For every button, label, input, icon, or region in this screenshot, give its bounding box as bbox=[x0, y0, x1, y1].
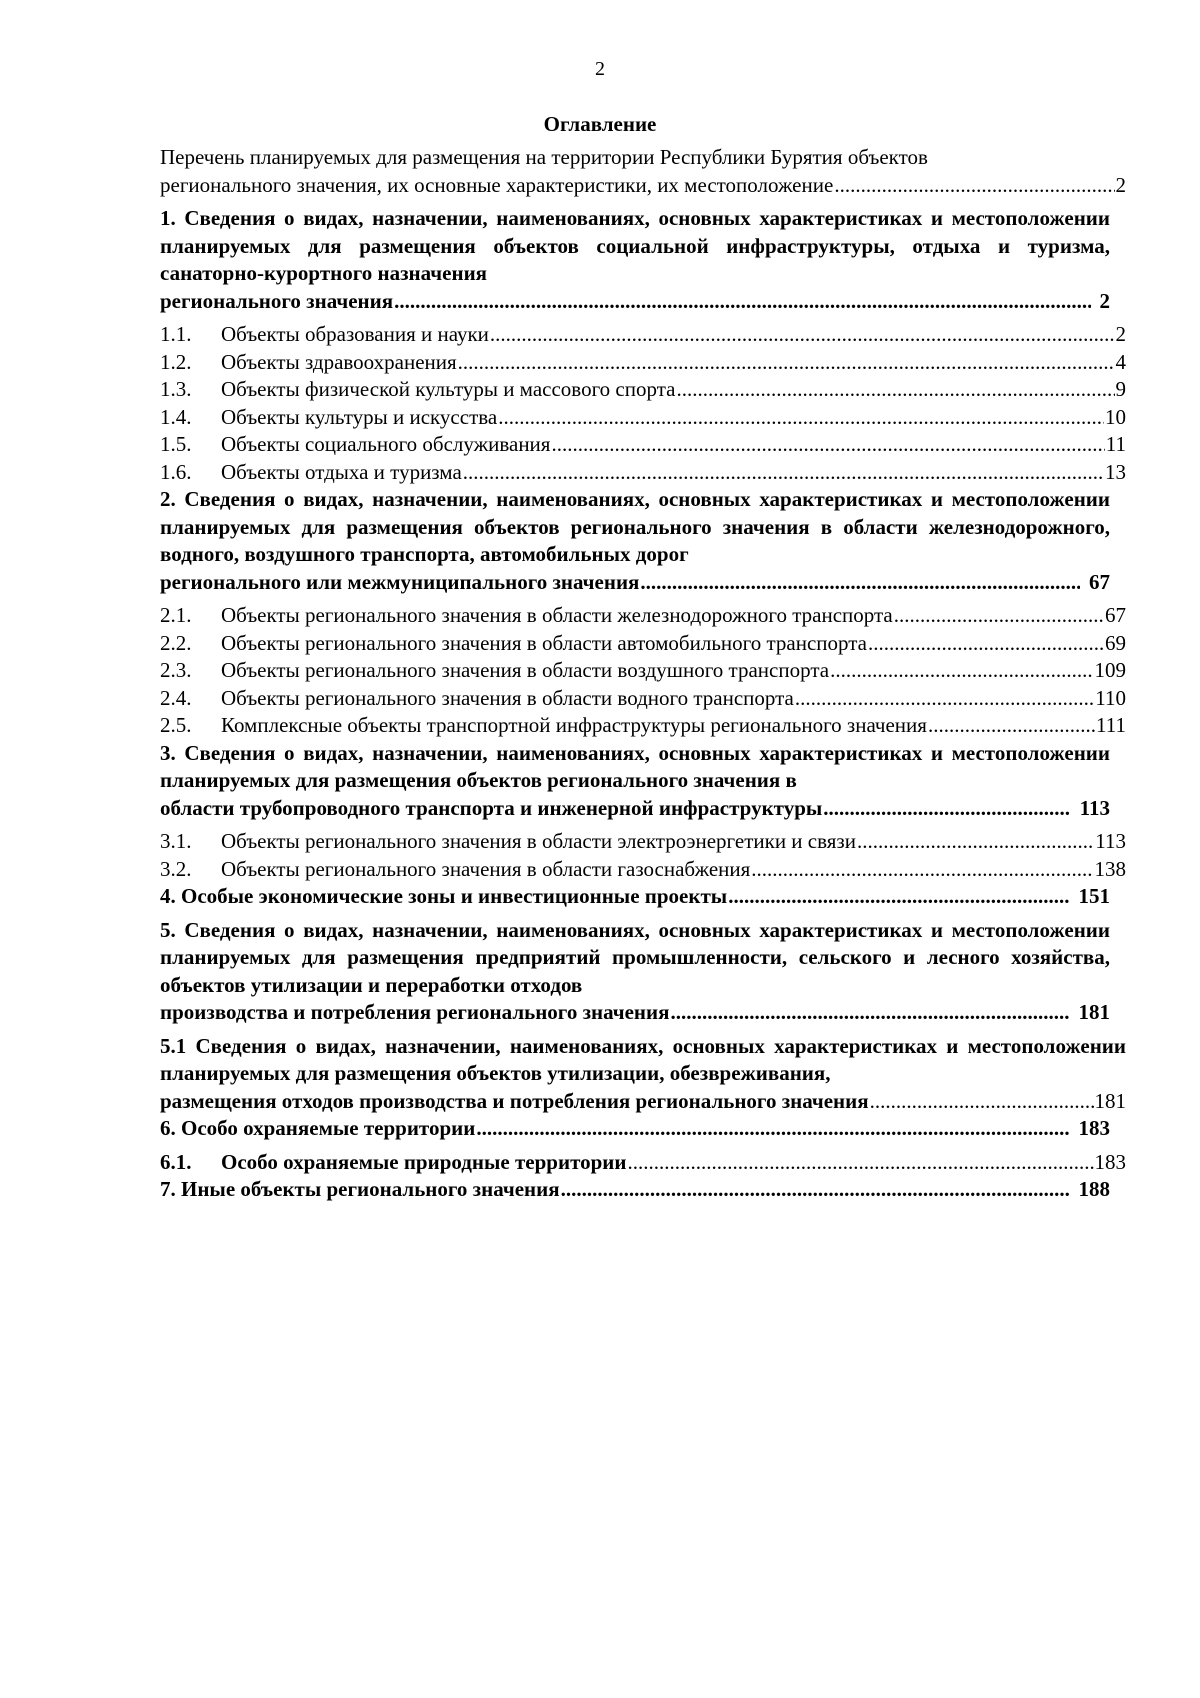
toc-page-number: 181 bbox=[1078, 1000, 1110, 1024]
toc-entry-text: Объекты социального обслуживания bbox=[221, 432, 551, 456]
toc-entry-1-5[interactable] bbox=[160, 431, 1126, 459]
toc-entry-number: 3.2. bbox=[160, 856, 192, 881]
toc-page-number: 113 bbox=[1079, 795, 1110, 820]
toc-entry-text: Объекты регионального значения в области газоснабжения bbox=[221, 856, 751, 881]
toc-entry-text: Объекты регионального значения в области воздушного транспорта bbox=[221, 658, 830, 682]
toc-entry-text: Объекты образования и науки bbox=[221, 322, 489, 346]
toc-entry-number: 6.1. bbox=[160, 1149, 192, 1174]
toc-entry-1-4[interactable] bbox=[160, 404, 1126, 432]
toc-entry-text-end: регионального или межмуниципального значения bbox=[160, 569, 640, 594]
toc-page-number: 9 bbox=[1115, 377, 1126, 401]
toc-page-number: 4 bbox=[1115, 349, 1126, 374]
dot-leader bbox=[671, 999, 1070, 1027]
table-of-contents bbox=[160, 144, 1126, 1204]
dot-leader bbox=[463, 459, 1104, 487]
toc-entry-number: 2.5. bbox=[160, 713, 192, 737]
toc-entry-number: 1.2. bbox=[160, 349, 192, 374]
toc-entry-2-4[interactable] bbox=[160, 685, 1126, 713]
toc-entry-text: Объекты здравоохранения bbox=[221, 349, 457, 374]
dot-leader bbox=[823, 795, 1070, 823]
toc-entry-section-1[interactable] bbox=[160, 205, 1110, 315]
toc-page-number: 2 bbox=[1115, 322, 1126, 346]
toc-page-number: 181 bbox=[1094, 1088, 1126, 1113]
toc-entry-1-1[interactable] bbox=[160, 321, 1126, 349]
toc-page-number: 109 bbox=[1094, 658, 1126, 682]
toc-title: Оглавление bbox=[543, 112, 657, 136]
toc-entry-number: 2.2. bbox=[160, 630, 192, 655]
toc-entry-3-1[interactable] bbox=[160, 828, 1126, 856]
toc-entry-text: Перечень планируемых для размещения на территории Республики Бурятия объектов bbox=[160, 145, 928, 169]
toc-entry-text: Объекты отдыха и туризма bbox=[221, 459, 462, 484]
toc-entry-number: 1.3. bbox=[160, 377, 192, 401]
toc-entry-text-end: регионального значения bbox=[160, 288, 394, 313]
dot-leader bbox=[498, 404, 1104, 432]
toc-entry-text: 1. Сведения о видах, назначении, наименованиях, основных характеристиках и местоположении планируемых для размещения объектов социальной инфраструктуры, отдыха и туризма, санаторно-курортного назначения bbox=[160, 206, 1110, 285]
toc-entry-text: Объекты культуры и искусства bbox=[221, 404, 498, 429]
toc-entry-section-3[interactable] bbox=[160, 740, 1110, 823]
dot-leader bbox=[551, 431, 1104, 459]
toc-entry-section-7[interactable] bbox=[160, 1176, 1110, 1204]
dot-leader bbox=[894, 602, 1104, 630]
toc-entry-section-2[interactable] bbox=[160, 486, 1110, 596]
toc-entry-1-6[interactable] bbox=[160, 459, 1126, 487]
toc-entry-text-end: регионального значения, их основные характеристики, их местоположение bbox=[160, 172, 834, 197]
toc-entry-text: 4. Особые экономические зоны и инвестиционные проекты bbox=[160, 884, 728, 908]
toc-entry-2-5[interactable] bbox=[160, 712, 1126, 740]
dot-leader bbox=[830, 657, 1093, 685]
toc-entry-number: 1.6. bbox=[160, 459, 192, 484]
toc-entry-number: 2.3. bbox=[160, 658, 192, 682]
toc-entry-text: Объекты регионального значения в области электроэнергетики и связи bbox=[221, 829, 856, 853]
toc-page-number: 111 bbox=[1096, 713, 1126, 737]
dot-leader bbox=[834, 172, 1114, 200]
toc-page-number: 151 bbox=[1078, 884, 1110, 908]
toc-entry-text: Объекты регионального значения в области автомобильного транспорта bbox=[221, 630, 868, 655]
toc-entry-number: 1.5. bbox=[160, 432, 192, 456]
toc-entry-text-end: области трубопроводного транспорта и инженерной инфраструктуры bbox=[160, 795, 823, 820]
toc-entry-1-3[interactable] bbox=[160, 376, 1126, 404]
toc-page-number: 183 bbox=[1078, 1116, 1110, 1140]
toc-page-number: 2 bbox=[1115, 172, 1126, 197]
toc-page-number: 113 bbox=[1095, 829, 1126, 853]
dot-leader bbox=[751, 856, 1093, 884]
toc-entry-section-6[interactable] bbox=[160, 1115, 1110, 1143]
toc-entry-text: Объекты физической культуры и массового спорта bbox=[221, 377, 676, 401]
toc-entry-5-1[interactable] bbox=[160, 1033, 1126, 1116]
toc-page-number: 67 bbox=[1089, 569, 1110, 594]
dot-leader bbox=[490, 321, 1115, 349]
dot-leader bbox=[795, 685, 1094, 713]
toc-entry-text: Объекты регионального значения в области железнодорожного транспорта bbox=[221, 603, 893, 627]
toc-entry-number: 3.1. bbox=[160, 829, 192, 853]
dot-leader bbox=[476, 1115, 1069, 1143]
dot-leader bbox=[728, 883, 1069, 911]
dot-leader bbox=[561, 1176, 1070, 1204]
dot-leader bbox=[676, 376, 1114, 404]
dot-leader bbox=[628, 1149, 1094, 1177]
toc-page-number: 13 bbox=[1105, 459, 1126, 484]
dot-leader bbox=[857, 828, 1094, 856]
toc-entry-text-end: производства и потребления регионального значения bbox=[160, 1000, 670, 1024]
page-number: 2 bbox=[595, 58, 605, 80]
toc-entry-text: 6. Особо охраняемые территории bbox=[160, 1116, 476, 1140]
toc-entry-section-5[interactable] bbox=[160, 917, 1110, 1027]
toc-entry-2-3[interactable] bbox=[160, 657, 1126, 685]
toc-entry-intro[interactable] bbox=[160, 144, 1126, 199]
dot-leader bbox=[868, 630, 1104, 658]
toc-entry-text: Особо охраняемые природные территории bbox=[221, 1149, 627, 1174]
toc-entry-text: Объекты регионального значения в области водного транспорта bbox=[221, 685, 794, 710]
toc-entry-2-1[interactable] bbox=[160, 602, 1126, 630]
toc-entry-text: 3. Сведения о видах, назначении, наименованиях, основных характеристиках и местоположении планируемых для размещения объектов регионального значения в bbox=[160, 740, 1110, 792]
toc-entry-section-4[interactable] bbox=[160, 883, 1110, 911]
toc-page-number: 138 bbox=[1094, 856, 1126, 881]
dot-leader bbox=[458, 349, 1115, 377]
toc-page-number: 183 bbox=[1094, 1149, 1126, 1174]
toc-entry-text: 5. Сведения о видах, назначении, наименованиях, основных характеристиках и местоположении планируемых для размещения предприятий промышленности, сельского и лесного хозяйства, объектов утилизации и переработки отходов bbox=[160, 917, 1110, 997]
toc-entry-number: 1.4. bbox=[160, 404, 192, 429]
toc-entry-text: Комплексные объекты транспортной инфраструктуры регионального значения bbox=[221, 713, 927, 737]
dot-leader bbox=[928, 712, 1095, 740]
toc-entry-number: 1.1. bbox=[160, 322, 192, 346]
toc-entry-1-2[interactable] bbox=[160, 349, 1126, 377]
toc-entry-6-1[interactable] bbox=[160, 1149, 1126, 1177]
toc-entry-number: 2.1. bbox=[160, 603, 192, 627]
dot-leader bbox=[870, 1088, 1094, 1116]
dot-leader bbox=[394, 288, 1090, 316]
toc-page-number: 69 bbox=[1105, 630, 1126, 655]
toc-page-number: 110 bbox=[1095, 685, 1126, 710]
toc-page-number: 11 bbox=[1105, 432, 1126, 456]
toc-entry-text-end: размещения отходов производства и потребления регионального значения bbox=[160, 1088, 869, 1113]
toc-entry-2-2[interactable] bbox=[160, 630, 1126, 658]
toc-page-number: 188 bbox=[1078, 1177, 1110, 1201]
toc-page-number: 67 bbox=[1105, 603, 1126, 627]
toc-entry-number: 2.4. bbox=[160, 685, 192, 710]
toc-entry-3-2[interactable] bbox=[160, 856, 1126, 884]
toc-page-number: 2 bbox=[1099, 288, 1110, 313]
toc-entry-text: 2. Сведения о видах, назначении, наименованиях, основных характеристиках и местоположении планируемых для размещения объектов регионального значения в области железнодорожного, водного, воздушного транспорта, автомобильных дорог bbox=[160, 487, 1110, 566]
dot-leader bbox=[640, 569, 1080, 597]
toc-entry-text: 7. Иные объекты регионального значения bbox=[160, 1177, 560, 1201]
toc-entry-text: 5.1 Сведения о видах, назначении, наименованиях, основных характеристиках и местоположении планируемых для размещения объектов утилизации, обезвреживания, bbox=[160, 1033, 1126, 1085]
toc-page-number: 10 bbox=[1105, 404, 1126, 429]
